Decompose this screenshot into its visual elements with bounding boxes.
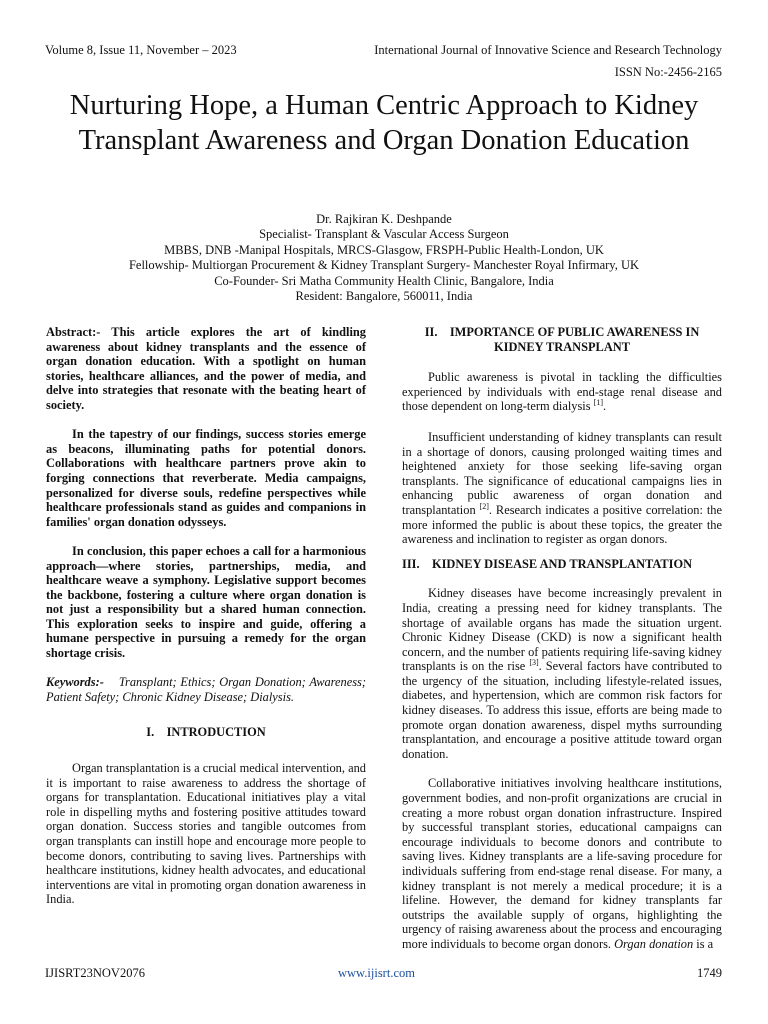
issn: ISSN No:-2456-2165 [614,65,722,79]
left-column [46,325,366,907]
keywords-label: Keywords:- [46,675,104,690]
body-paragraph: Organ transplantation is a crucial medical intervention, and it is important to raise awareness to address the shortage of organs for transplantation. Educational initiatives play a vital role in dispelling myths and fostering positive attitudes toward organ donation. Success stories and tangible outcomes from organ transplants can instill hope and encourage more people to become donors, contributing to saving lives. Partnerships with healthcare institutions, kidney health advocates, and educational interventions are vital in promoting organ donation awareness in India. [46,761,366,907]
body-paragraph: Insufficient understanding of kidney transplants can result in a shortage of donors, causing prolonged waiting times and heightened anxiety for those seeking life-saving organ transplants. The significance of educational campaigns lies in enhancing public awareness of organ donation and transplantation [2]. Research indicates a positive correlation: the more informed the public is about these topics, the greater the awareness and inclination to register as organ donors. [402,429,722,547]
journal-volume: Volume 8, Issue 11, November – 2023 [45,43,237,57]
section-heading: I. INTRODUCTION [146,725,266,740]
paper-title: Nurturing Hope, a Human Centric Approach to Kidney Transplant Awareness and Organ Donation Education [69,90,699,156]
body-paragraph: Public awareness is pivotal in tackling the difficulties experienced by individuals with end-stage renal disease and those dependent on long-term dialysis [1]. [402,370,722,414]
body-paragraph: Collaborative initiatives involving healthcare institutions, government bodies, and non-profit organizations are crucial in creating a more robust organ donation infrastructure. Inspired by successful transplant stories, educational campaigns can encourage individuals to become donors and contribute to saving lives. Kidney transplants are a life-saving procedure for individuals suffering from end-stage renal disease. For many, a kidney transplant is not merely a medical procedure; it is a lifeline. However, the demand for kidney transplants far outstrips the available supply of organs, highlighting the urgency of raising awareness about the process and encouraging more individuals to become organ donors. Organ donation is a [402,776,722,951]
section-heading-cont: KIDNEY TRANSPLANT [494,339,630,354]
author-degrees: MBBS, DNB -Manipal Hospitals, MRCS-Glasgow, FRSPH-Public Health-London, UK [164,242,604,257]
author-role: Specialist- Transplant & Vascular Access Surgeon [259,227,509,242]
abstract-paragraph: Abstract:- This article explores the art of kindling awareness about kidney transplants and the essence of organ donation education. With a spotlight on human stories, healthcare alliances, and the power of media, and delve into strategies that resonate with the beating heart of society. [46,325,366,412]
keywords-text: Transplant; Ethics; Organ Donation; Awareness; Patient Safety; Chronic Kidney Disease; Dialysis. [46,675,367,704]
keywords [46,675,366,704]
journal-url-link[interactable]: www.ijisrt.com [338,966,415,980]
body-paragraph: Kidney diseases have become increasingly prevalent in India, creating a pressing need for kidney transplants. The shortage of available organs has made the situation urgent. Chronic Kidney Disease (CKD) is now a significant health concern, and the number of patients requiring life-saving kidney transplants is on the rise [3]. Several factors have contributed to the urgency of the situation, including lifestyle-related issues, diabetes, and hypertension, which are common risk factors for kidney diseases. To address this issue, efforts are being made to promote organ donation awareness, dispel myths surrounding transplantation, and encourage a positive attitude toward organ donation. [402,586,722,761]
author-fellowship: Fellowship- Multiorgan Procurement & Kidney Transplant Surgery- Manchester Royal Infirmary, UK [128,258,640,273]
section-heading: III. KIDNEY DISEASE AND TRANSPLANTATION [402,556,693,571]
abstract-paragraph: In the tapestry of our findings, success stories emerge as beacons, illuminating paths for potential donors. Collaborations with healthcare partners prove akin to forging connections that reverberate. Media campaigns, personalized for diverse souls, redefine perspectives while healthcare professionals stand as guides and companions in families' organ donation odysseys. [46,427,366,529]
abstract-paragraph: In conclusion, this paper echoes a call for a harmonious approach—where stories, partnerships, media, and healthcare weave a symphony. Legislative support becomes the backbone, fostering a culture where organ donation is not just a responsibility but a shared human connection. This exploration seeks to inspire and guide, offering a humane perspective in pursuing a remedy for the organ shortage crisis. [46,543,366,661]
author-cofounder: Co-Founder- Sri Matha Community Health Clinic, Bangalore, India [214,273,554,288]
journal-name: International Journal of Innovative Science and Research Technology [374,43,722,57]
page-number: 1749 [697,966,722,980]
author-name: Dr. Rajkiran K. Deshpande [316,212,452,226]
citation: [2] [479,501,489,511]
right-column [402,325,722,952]
section-heading: II. IMPORTANCE OF PUBLIC AWARENESS IN [424,325,700,339]
citation: [3] [529,658,539,668]
citation: [1] [593,398,604,408]
author-block [40,212,728,304]
article-id: IJISRT23NOV2076 [45,966,145,980]
author-residence: Resident: Bangalore, 560011, India [295,289,473,304]
